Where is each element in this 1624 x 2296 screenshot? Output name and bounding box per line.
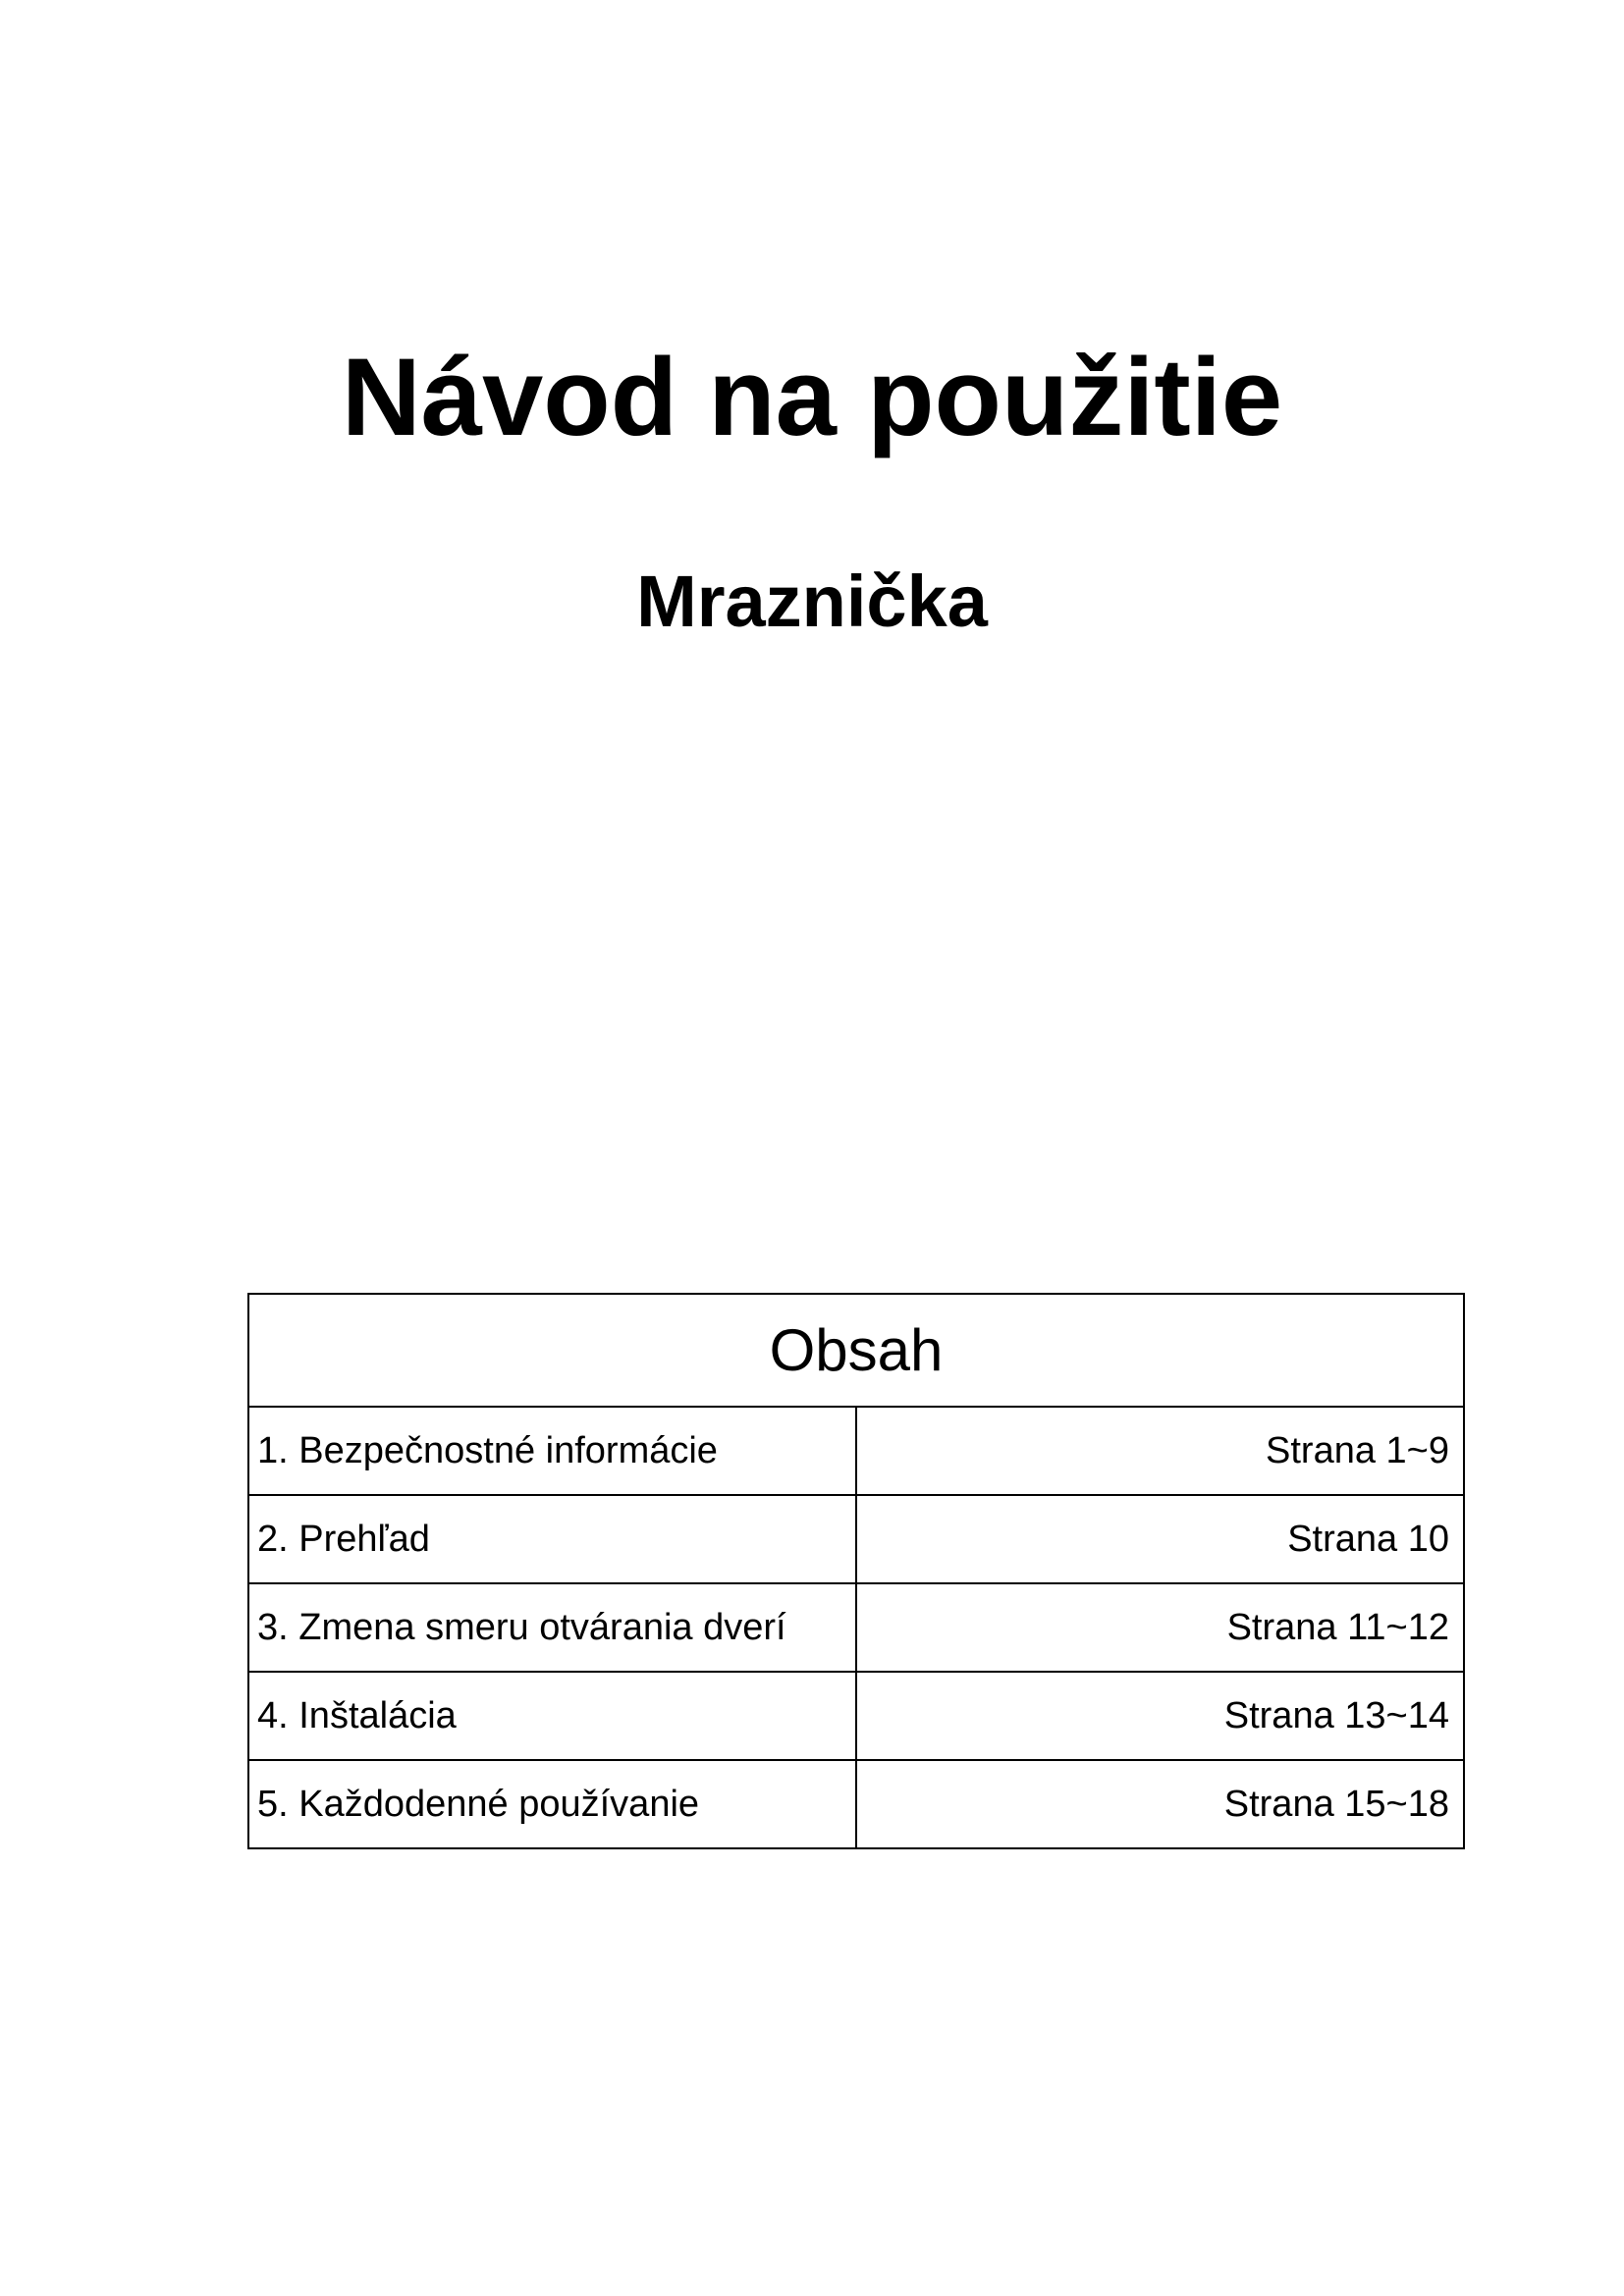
toc-row [248, 1407, 1464, 1495]
toc-page-range: Strana 10 [856, 1495, 1464, 1583]
toc-page-range: Strana 13~14 [856, 1672, 1464, 1760]
toc-section-name: 3. Zmena smeru otvárania dverí [248, 1583, 856, 1672]
toc-page-range: Strana 1~9 [856, 1407, 1464, 1495]
toc-section-name: 4. Inštalácia [248, 1672, 856, 1760]
toc-section-name: 2. Prehľad [248, 1495, 856, 1583]
toc-section-name: 5. Každodenné používanie [248, 1760, 856, 1848]
toc-page-range: Strana 11~12 [856, 1583, 1464, 1672]
toc-page-range: Strana 15~18 [856, 1760, 1464, 1848]
toc-heading: Obsah [248, 1294, 1464, 1407]
toc-section-name: 1. Bezpečnostné informácie [248, 1407, 856, 1495]
document-subtitle: Mraznička [636, 561, 988, 642]
table-of-contents [247, 1293, 1465, 1849]
toc-row [248, 1583, 1464, 1672]
toc-row [248, 1760, 1464, 1848]
document-title: Návod na použitie [341, 336, 1283, 458]
toc-row [248, 1672, 1464, 1760]
toc-header-row [248, 1294, 1464, 1407]
toc-row [248, 1495, 1464, 1583]
